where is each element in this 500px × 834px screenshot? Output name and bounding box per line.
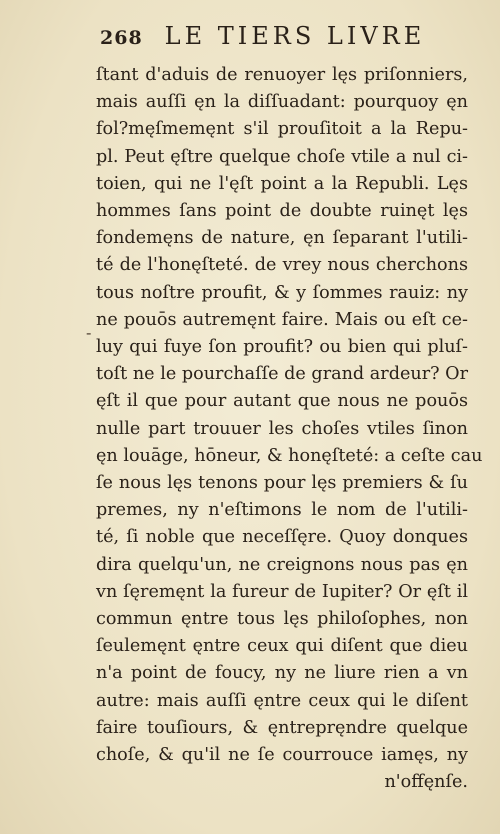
text-line: hommes ſans point de doubte ruinęt lęs [96, 201, 468, 222]
text-line: nulle part trouuer les choſes vtiles ſinon [96, 418, 468, 439]
text-line: ſeulemęnt ęntre ceux qui diſent que dieu [96, 636, 468, 657]
text-line: té de l'honęſteté. de vrey nous cherchons [96, 255, 468, 276]
page-number: 268 [100, 27, 143, 49]
text-line: luy qui fuye ſon proufit? ou bien qui pluſ- [96, 337, 468, 358]
text-line: tous noſtre proufit, & y ſommes rauiz: ny [96, 282, 468, 303]
text-line: fondemęns de nature, ęn ſeparant l'utili- [96, 228, 468, 249]
text-line: fol?męſmemęnt s'il prouſitoit a la Repu- [96, 119, 468, 140]
text-line: pl. Peut ęſtre quelque choſe vtile a nul ci- [96, 146, 468, 167]
text-line: toien, qui ne l'ęſt point a la Republi. Lęs [96, 173, 468, 194]
text-line: mais auſſi ęn la diſſuadant: pourquoy ęn [96, 92, 468, 113]
text-line: dira quelqu'un, ne creignons nous pas ęn [96, 554, 468, 575]
text-line: ęn louāge, hōneur, & honęſteté: a ceſte cau [96, 445, 483, 466]
text-line: commun ęntre tous lęs philoſophes, non [96, 609, 468, 630]
text-line: premes, ny n'eſtimons le nom de l'utili- [96, 500, 468, 521]
text-line: faire touſiours, & ęntrepręndre quelque [96, 717, 468, 738]
running-title: LE TIERS LIVRE [164, 22, 426, 50]
text-line: choſe, & qu'il ne ſe courrouce iamęs, ny [96, 745, 468, 766]
text-line: ne pouōs autremęnt faire. Mais ou eſt ce- [96, 309, 468, 330]
text-line: vn ſęremęnt la fureur de Iupiter? Or ęſt il [96, 581, 468, 602]
text-body [96, 62, 483, 796]
text-line: ſtant d'aduis de renuoyer lęs priſonniers, [96, 65, 468, 85]
text-line: n'a point de foucy, ny ne liure rien a vn [96, 663, 468, 684]
text-line: ęſt il que pour autant que nous ne pouōs [96, 391, 468, 412]
text-line: toſt ne le pourchaſſe de grand ardeur? Or [96, 364, 468, 385]
text-line: ſe nous lęs tenons pour lęs premiers & ſu [96, 473, 468, 494]
text-line: té, ſi noble que neceſſęre. Quoy donques [96, 527, 468, 548]
page-header [100, 22, 440, 52]
margin-mark: - [86, 323, 92, 342]
text-line: autre: mais auſſi ęntre ceux qui le diſent [96, 690, 468, 711]
text-line: n'offęnſe. [384, 772, 468, 793]
